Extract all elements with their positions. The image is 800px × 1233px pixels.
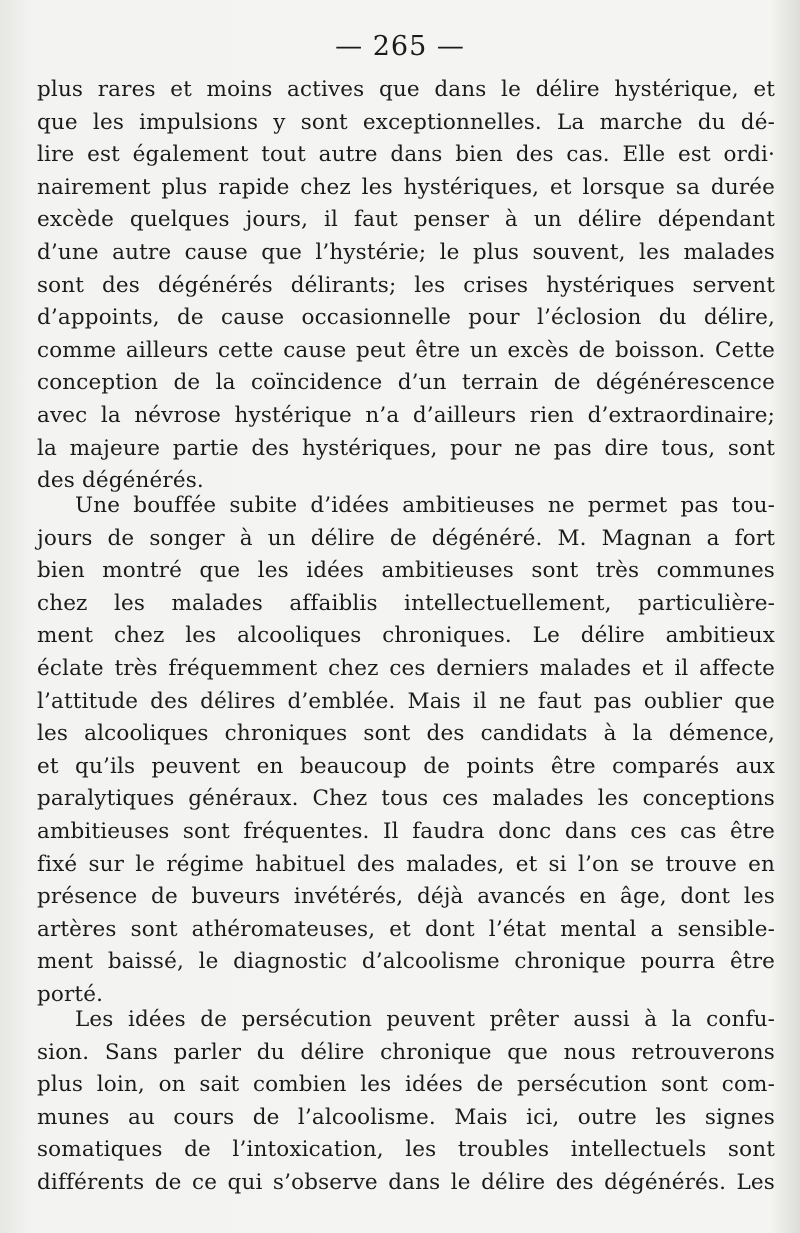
text-line: plus loin, on sait combien les idées de persécution sont com- bbox=[37, 1072, 775, 1098]
text-line: excède quelques jours, il faut penser à un délire dépendant bbox=[37, 207, 775, 233]
text-line: somatiques de l’intoxication, les troubles intellectuels sont bbox=[37, 1137, 775, 1163]
text-line: ment baissé, le diagnostic d’alcoolisme chronique pourra être bbox=[37, 949, 775, 975]
text-line: l’attitude des délires d’emblée. Mais il ne faut pas oublier que bbox=[37, 688, 775, 714]
text-line: lire est également tout autre dans bien des cas. Elle est ordi· bbox=[37, 142, 775, 168]
text-line: munes au cours de l’alcoolisme. Mais ici, outre les signes bbox=[37, 1104, 775, 1130]
text-line: d’appoints, de cause occasionnelle pour l’éclosion du délire, bbox=[37, 305, 775, 331]
text-line: jours de songer à un délire de dégénéré. M. Magnan a fort bbox=[37, 525, 775, 551]
text-line: les alcooliques chroniques sont des candidats à la démence, bbox=[37, 721, 775, 747]
text-line: porté. bbox=[37, 981, 104, 1007]
text-line: bien montré que les idées ambitieuses sont très communes bbox=[37, 558, 775, 584]
text-line: artères sont athéromateuses, et dont l’état mental a sensible- bbox=[37, 916, 775, 942]
text-line: fixé sur le régime habituel des malades, et si l’on se trouve en bbox=[37, 851, 775, 877]
text-line: ambitieuses sont fréquentes. Il faudra donc dans ces cas être bbox=[37, 818, 775, 844]
text-line: sont des dégénérés délirants; les crises hystériques servent bbox=[37, 272, 775, 298]
text-line: présence de buveurs invétérés, déjà avancés en âge, dont les bbox=[37, 884, 775, 910]
text-line: Une bouffée subite d’idées ambitieuses ne permet pas tou- bbox=[75, 493, 775, 518]
text-line: paralytiques généraux. Chez tous ces malades les conceptions bbox=[37, 786, 775, 812]
text-line: la majeure partie des hystériques, pour ne pas dire tous, sont bbox=[37, 435, 775, 461]
text-line: que les impulsions y sont exceptionnelles. La marche du dé- bbox=[37, 109, 775, 135]
text-line: plus rares et moins actives que dans le délire hystérique, et bbox=[37, 77, 775, 102]
text-line: éclate très fréquemment chez ces derniers malades et il affecte bbox=[37, 655, 775, 681]
text-line: chez les malades affaiblis intellectuellement, particulière- bbox=[37, 590, 775, 616]
text-line: avec la névrose hystérique n’a d’ailleurs rien d’extraordinaire; bbox=[37, 402, 775, 428]
text-line: conception de la coïncidence d’un terrain de dégénérescence bbox=[37, 370, 775, 396]
text-line: ment chez les alcooliques chroniques. Le délire ambitieux bbox=[37, 623, 775, 649]
text-line: Les idées de persécution peuvent prêter aussi à la confu- bbox=[75, 1007, 775, 1032]
text-line: sion. Sans parler du délire chronique que nous retrouverons bbox=[37, 1039, 775, 1065]
paragraph-1 bbox=[37, 74, 775, 498]
page-number: — 265 — bbox=[335, 31, 465, 62]
paragraph-3 bbox=[37, 1004, 775, 1200]
paragraph-2 bbox=[37, 490, 775, 1012]
text-line: d’une autre cause que l’hystérie; le plus souvent, les malades bbox=[37, 239, 775, 265]
text-line: différents de ce qui s’observe dans le délire des dégénérés. Les bbox=[37, 1169, 775, 1195]
text-line: des dégénérés. bbox=[37, 468, 204, 494]
text-line: nairement plus rapide chez les hystériques, et lorsque sa durée bbox=[37, 174, 775, 200]
text-line: comme ailleurs cette cause peut être un excès de boisson. Cette bbox=[37, 337, 775, 363]
text-line: et qu’ils peuvent en beaucoup de points être comparés aux bbox=[37, 753, 775, 779]
